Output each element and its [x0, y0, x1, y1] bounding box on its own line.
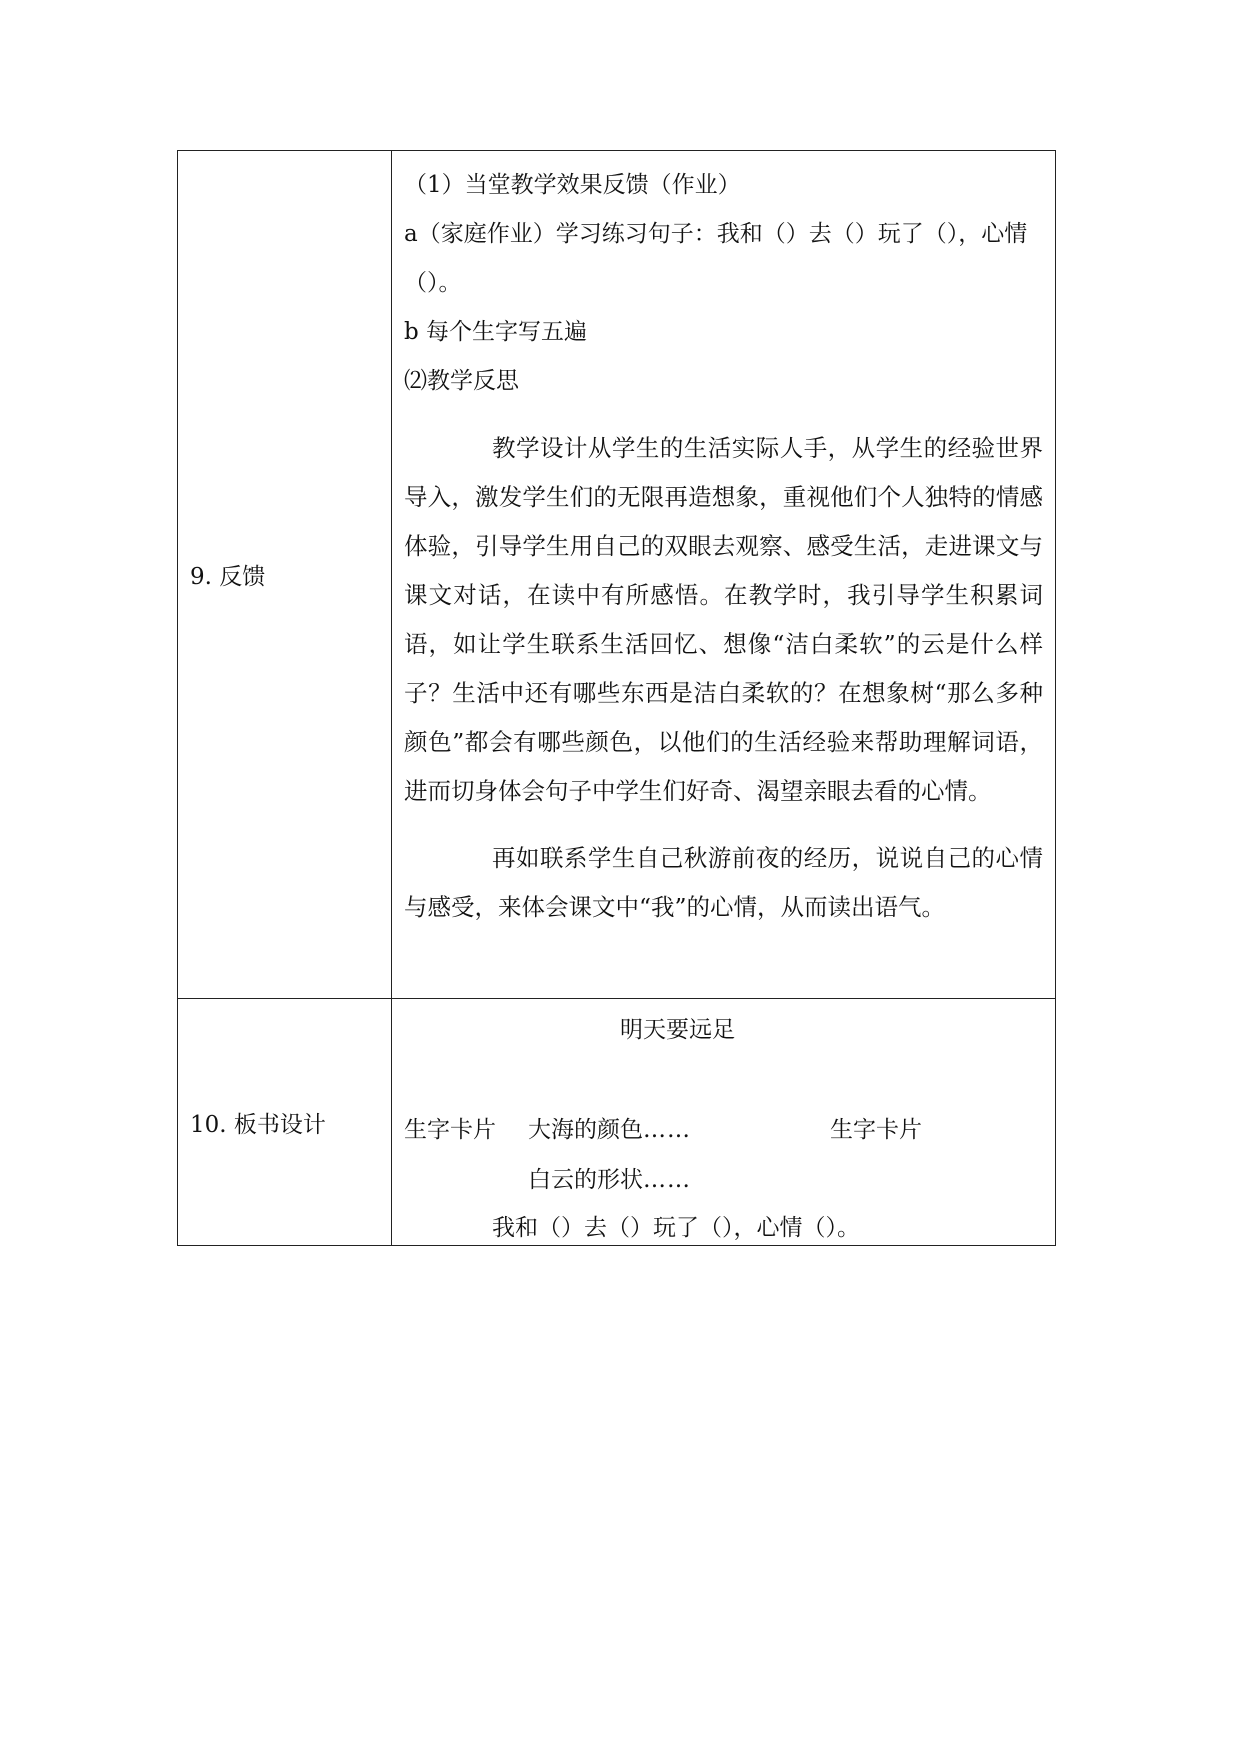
homework-line-b: b 每个生字写五遍	[404, 319, 588, 345]
table-row-board-design	[178, 999, 1056, 1246]
reflection-paragraph-2: 再如联系学生自己秋游前夜的经历，说说自己的心情与感受，来体会课文中“我”的心情，从而读出语气。	[404, 844, 1043, 921]
board-right-card: 生字卡片	[830, 1117, 922, 1143]
board-cloud-shape: 白云的形状……	[528, 1167, 691, 1193]
board-left-card: 生字卡片	[404, 1117, 496, 1143]
content-cell-board	[392, 999, 1056, 1246]
label-cell-board	[178, 999, 392, 1246]
reflection-heading: ⑵教学反思	[404, 368, 519, 394]
homework-line-a: a（家庭作业）学习练习句子：我和（）去（）玩了（），心情	[404, 221, 1028, 247]
row-label-feedback: 9. 反馈	[190, 564, 266, 590]
reflection-paragraph-1: 教学设计从学生的生活实际人手，从学生的经验世界导入，激发学生们的无限再造想象，重视他们个人独特的情感体验，引导学生用自己的双眼去观察、感受生活，走进课文与课文对话，在读中有所感悟。在教学时，我引导学生积累词语，如让学生联系生活回忆、想像“洁白柔软”的云是什么样子？生活中还有哪些东西是洁白柔软的？在想象树“那么多种颜色”都会有哪些颜色，以他们的生活经验来帮助理解词语，进而切身体会句子中学生们好奇、渴望亲眼去看的心情。	[404, 434, 1043, 805]
table-row-feedback	[178, 151, 1056, 999]
lesson-plan-table	[177, 150, 1056, 1246]
homework-line-a-cont: （）。	[404, 270, 462, 296]
board-design	[392, 999, 1055, 1245]
board-sea-color: 大海的颜色……	[528, 1117, 691, 1143]
board-title: 明天要远足	[620, 1017, 735, 1043]
row-label-board: 10. 板书设计	[190, 1111, 326, 1138]
board-sentence: 我和（）去（）玩了（），心情（）。	[492, 1215, 860, 1241]
feedback-heading: （1）当堂教学效果反馈（作业）	[404, 172, 741, 198]
content-cell-feedback	[392, 151, 1056, 999]
label-cell-feedback	[178, 151, 392, 999]
